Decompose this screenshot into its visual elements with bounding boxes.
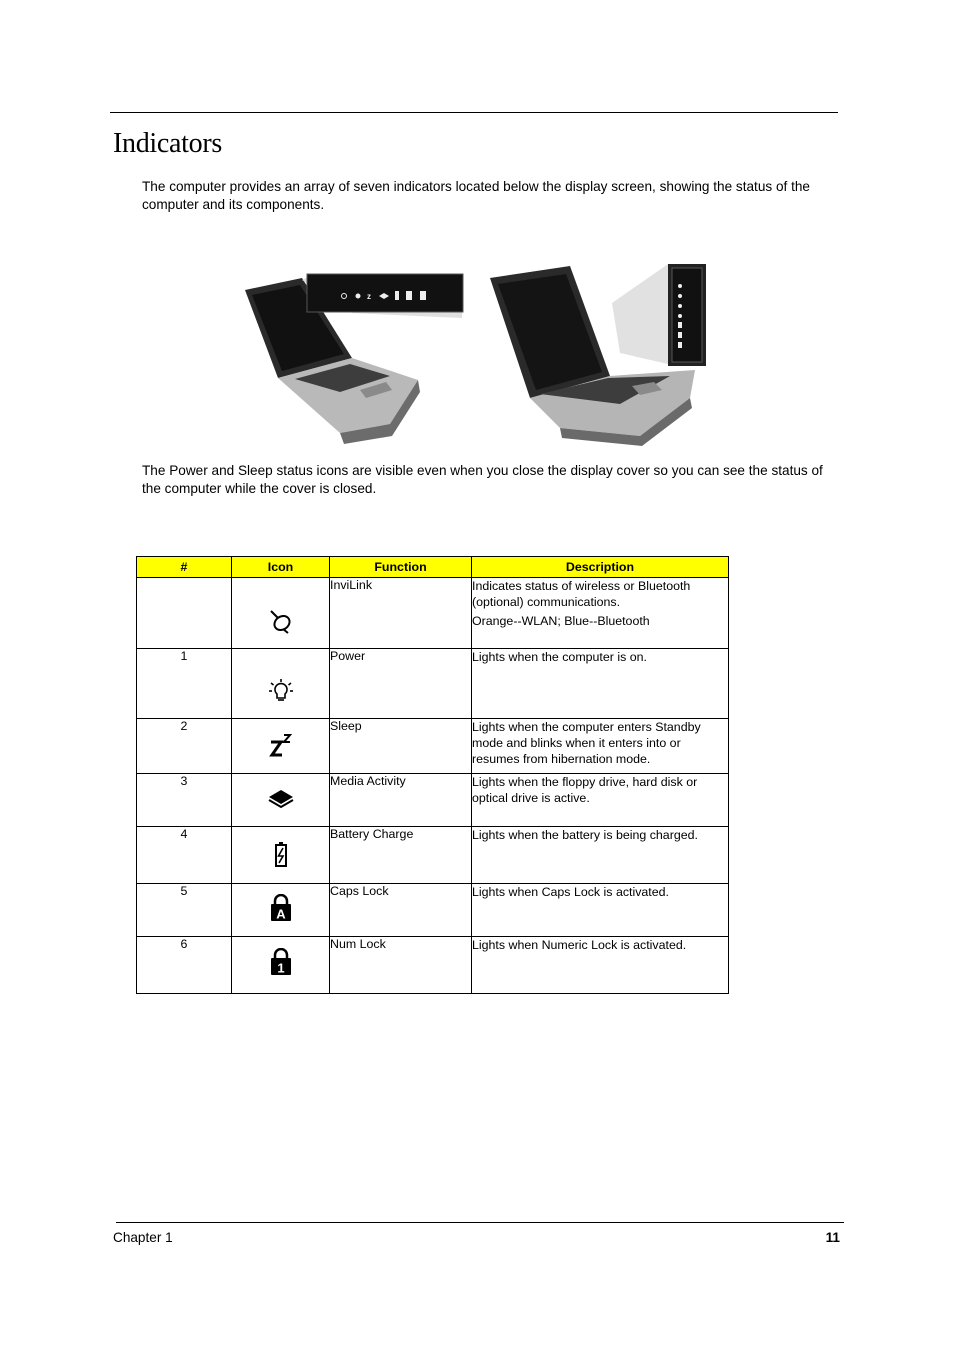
description-text: Lights when the floppy drive, hard disk or optical drive is active. [472,775,698,805]
description-text: Lights when Numeric Lock is activated. [472,938,687,952]
svg-text:A: A [275,906,286,922]
row-description [472,827,729,884]
battery-charge-icon [267,841,295,869]
num-lock-icon [267,948,295,976]
row-number: 3 [137,774,232,827]
table-row [137,774,729,827]
laptop-front-view [245,274,463,444]
laptop-side-view [490,264,706,446]
description-text: Lights when Caps Lock is activated. [472,885,669,899]
row-function: Power [330,649,472,719]
row-function: Caps Lock [330,884,472,937]
footer-chapter: Chapter 1 [113,1230,173,1245]
caps-lock-icon [267,894,295,922]
header-rule [110,112,838,113]
table-row [137,578,729,649]
description-text: Indicates status of wireless or Bluetooth (optional) communications. [472,579,691,609]
row-function: Battery Charge [330,827,472,884]
table-row [137,649,729,719]
laptop-indicators-illustration [240,258,715,448]
row-function: Media Activity [330,774,472,827]
indicators-table [136,556,729,994]
row-number: 2 [137,719,232,774]
header-function: Function [330,557,472,578]
table-row [137,719,729,774]
intro-paragraph: The computer provides an array of seven indicators located below the display screen, showing the status of the computer and its components. [142,179,810,212]
row-function: InviLink [330,578,472,649]
row-description [472,649,729,719]
header-description: Description [472,557,729,578]
page-title: Indicators [113,128,222,159]
note-paragraph: The Power and Sleep status icons are visible even when you close the display cover so you can see the status of the computer while the cover is closed. [142,463,823,496]
power-icon [267,677,295,705]
row-number: 4 [137,827,232,884]
media-activity-icon [267,784,295,812]
svg-text:z: z [367,292,371,301]
description-text: Lights when the battery is being charged. [472,828,698,842]
header-icon: Icon [232,557,330,578]
row-number [137,578,232,649]
row-function: Sleep [330,719,472,774]
row-description [472,719,729,774]
sleep-icon [267,731,295,759]
row-description [472,937,729,994]
description-text: Lights when the computer is on. [472,650,647,664]
footer-rule [116,1222,844,1223]
table-header-row [137,557,729,578]
svg-text:1: 1 [276,960,285,976]
row-number: 5 [137,884,232,937]
row-description [472,884,729,937]
page-number: 11 [825,1230,840,1245]
row-description [472,774,729,827]
invilink-icon [267,608,295,636]
description-text: Lights when the computer enters Standby mode and blinks when it enters into or resumes from hibernation mode. [472,720,701,766]
row-number: 6 [137,937,232,994]
table-row [137,884,729,937]
row-function: Num Lock [330,937,472,994]
table-row [137,937,729,994]
table-row [137,827,729,884]
row-number: 1 [137,649,232,719]
header-number: # [137,557,232,578]
row-description [472,578,729,649]
description-note: Orange--WLAN; Blue--Bluetooth [472,614,650,628]
